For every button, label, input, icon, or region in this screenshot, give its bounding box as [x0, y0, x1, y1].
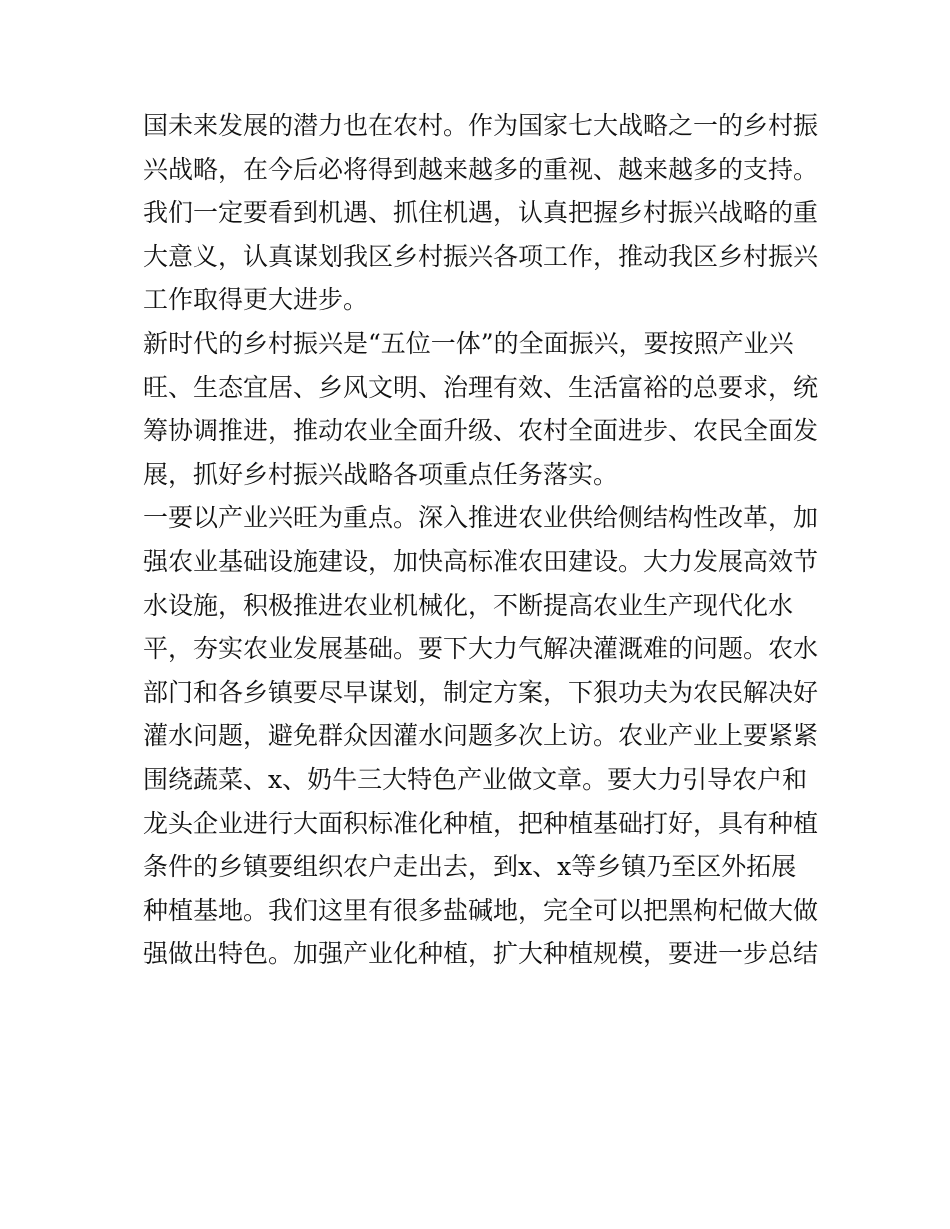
text-line: 强农业基础设施建设，加快高标准农田建设。大力发展高效节 — [143, 546, 819, 576]
text-line: 筹协调推进，推动农业全面升级、农村全面进步、农民全面发 — [143, 416, 819, 446]
text-line: 龙头企业进行大面积标准化种植，把种植基础打好，具有种植 — [143, 808, 819, 838]
document-text-body — [143, 104, 823, 976]
text-line: 平，夯实农业发展基础。要下大力气解决灌溉难的问题。农水 — [143, 634, 819, 664]
text-line: 围绕蔬菜、x、奶牛三大特色产业做文章。要大力引导农户和 — [143, 764, 808, 794]
text-line: 种植基地。我们这里有很多盐碱地，完全可以把黑枸杞做大做 — [143, 895, 819, 925]
text-line: 条件的乡镇要组织农户走出去，到x、x等乡镇乃至区外拓展 — [143, 852, 797, 882]
text-line: 兴战略，在今后必将得到越来越多的重视、越来越多的支持。 — [143, 154, 819, 184]
text-line: 大意义，认真谋划我区乡村振兴各项工作，推动我区乡村振兴 — [143, 241, 819, 271]
text-line: 工作取得更大进步。 — [143, 285, 369, 315]
text-line: 灌水问题，避免群众因灌水问题多次上访。农业产业上要紧紧 — [143, 721, 819, 751]
text-line: 部门和各乡镇要尽早谋划，制定方案，下狠功夫为农民解决好 — [143, 677, 819, 707]
text-line: 旺、生态宜居、乡风文明、治理有效、生活富裕的总要求，统 — [143, 372, 819, 402]
text-line: 我们一定要看到机遇、抓住机遇，认真把握乡村振兴战略的重 — [143, 198, 819, 228]
text-line: 强做出特色。加强产业化种植，扩大种植规模，要进一步总结 — [143, 939, 819, 969]
text-line: 一要以产业兴旺为重点。深入推进农业供给侧结构性改革，加 — [143, 503, 819, 533]
text-line: 新时代的乡村振兴是“五位一体”的全面振兴，要按照产业兴 — [143, 328, 794, 358]
text-line: 国未来发展的潜力也在农村。作为国家七大战略之一的乡村振 — [143, 111, 819, 140]
text-line: 水设施，积极推进农业机械化，不断提高农业生产现代化水 — [143, 590, 794, 620]
text-line: 展，抓好乡村振兴战略各项重点任务落实。 — [143, 459, 619, 489]
